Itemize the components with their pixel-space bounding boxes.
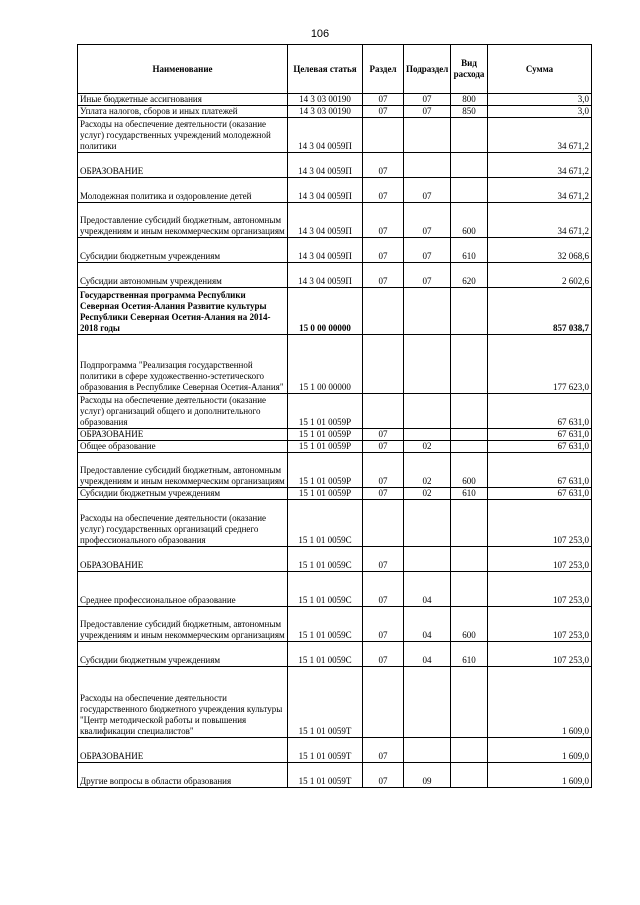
table-header-row	[78, 45, 592, 94]
table-row	[78, 203, 592, 238]
table-row	[78, 500, 592, 547]
row-subsection-cell: 07	[404, 94, 451, 106]
row-expense-kind-cell	[451, 118, 488, 153]
row-name-cell: Расходы на обеспечение деятельности (оказание услуг) организаций общего и дополнительного образования	[78, 394, 288, 429]
row-name-cell: Субсидии бюджетным учреждениям	[78, 642, 288, 667]
row-sum-cell: 67 631,0	[488, 429, 592, 441]
row-subsection-cell	[404, 118, 451, 153]
row-target-article-cell: 14 3 04 0059П	[288, 203, 363, 238]
row-expense-kind-cell	[451, 500, 488, 547]
row-sum-cell: 32 068,6	[488, 238, 592, 263]
row-target-article-cell: 14 3 04 0059П	[288, 118, 363, 153]
row-subsection-cell: 07	[404, 178, 451, 203]
header-subsection: Подраздел	[404, 45, 451, 94]
row-subsection-cell: 02	[404, 441, 451, 453]
row-name-cell: ОБРАЗОВАНИЕ	[78, 738, 288, 763]
row-subsection-cell	[404, 429, 451, 441]
header-expense-kind: Вид расхода	[451, 45, 488, 94]
row-expense-kind-cell: 620	[451, 263, 488, 288]
table-row	[78, 335, 592, 394]
row-name-cell: Расходы на обеспечение деятельности государственного бюджетного учреждения культуры "Центр методической работы и повышения квалификации специалистов"	[78, 667, 288, 738]
row-section-cell: 07	[363, 203, 404, 238]
row-expense-kind-cell: 800	[451, 94, 488, 106]
row-subsection-cell: 07	[404, 263, 451, 288]
table-row	[78, 763, 592, 788]
row-sum-cell: 3,0	[488, 106, 592, 118]
row-target-article-cell: 15 1 01 0059Т	[288, 763, 363, 788]
row-subsection-cell: 04	[404, 607, 451, 642]
row-section-cell	[363, 667, 404, 738]
table-row	[78, 238, 592, 263]
row-section-cell: 07	[363, 763, 404, 788]
row-name-cell: Другие вопросы в области образования	[78, 763, 288, 788]
row-expense-kind-cell: 610	[451, 642, 488, 667]
row-subsection-cell: 07	[404, 238, 451, 263]
row-name-cell: Государственная программа Республики Северная Осетия-Алания Развитие культуры Республики Северная Осетия-Алания на 2014-2018 годы	[78, 288, 288, 335]
row-section-cell: 07	[363, 238, 404, 263]
row-section-cell: 07	[363, 738, 404, 763]
row-section-cell: 07	[363, 178, 404, 203]
row-subsection-cell: 04	[404, 572, 451, 607]
header-target-article: Целевая статья	[288, 45, 363, 94]
row-target-article-cell: 14 3 03 00190	[288, 106, 363, 118]
row-expense-kind-cell	[451, 763, 488, 788]
row-name-cell: Подпрограмма "Реализация государственной политики в сфере художественно-эстетического образования в Республике Северная Осетия-Алания"	[78, 335, 288, 394]
row-expense-kind-cell: 610	[451, 238, 488, 263]
row-section-cell	[363, 500, 404, 547]
row-target-article-cell: 15 1 01 0059С	[288, 642, 363, 667]
row-section-cell: 07	[363, 153, 404, 178]
table-row	[78, 441, 592, 453]
table-row	[78, 453, 592, 488]
row-sum-cell: 1 609,0	[488, 763, 592, 788]
table-row	[78, 94, 592, 106]
budget-table	[77, 44, 592, 788]
row-sum-cell: 34 671,2	[488, 153, 592, 178]
row-section-cell	[363, 394, 404, 429]
row-name-cell: Общее образование	[78, 441, 288, 453]
table-row	[78, 547, 592, 572]
row-sum-cell: 107 253,0	[488, 607, 592, 642]
row-subsection-cell	[404, 394, 451, 429]
row-expense-kind-cell: 610	[451, 488, 488, 500]
row-sum-cell: 34 671,2	[488, 203, 592, 238]
row-sum-cell: 67 631,0	[488, 394, 592, 429]
header-section: Раздел	[363, 45, 404, 94]
row-sum-cell: 67 631,0	[488, 488, 592, 500]
row-target-article-cell: 14 3 04 0059П	[288, 178, 363, 203]
row-sum-cell: 177 623,0	[488, 335, 592, 394]
row-target-article-cell: 15 1 01 0059С	[288, 607, 363, 642]
row-section-cell: 07	[363, 488, 404, 500]
table-row	[78, 394, 592, 429]
row-subsection-cell	[404, 288, 451, 335]
table-row	[78, 667, 592, 738]
row-expense-kind-cell	[451, 288, 488, 335]
table-row	[78, 429, 592, 441]
row-target-article-cell: 15 1 01 0059Р	[288, 488, 363, 500]
header-sum: Сумма	[488, 45, 592, 94]
row-name-cell: ОБРАЗОВАНИЕ	[78, 429, 288, 441]
row-name-cell: Иные бюджетные ассигнования	[78, 94, 288, 106]
row-name-cell: Молодежная политика и оздоровление детей	[78, 178, 288, 203]
table-body	[78, 94, 592, 788]
row-section-cell: 07	[363, 263, 404, 288]
table-row	[78, 488, 592, 500]
row-expense-kind-cell	[451, 441, 488, 453]
row-expense-kind-cell: 850	[451, 106, 488, 118]
row-target-article-cell: 15 1 01 0059Т	[288, 667, 363, 738]
page-number: 106	[310, 28, 330, 40]
table-row	[78, 106, 592, 118]
table-row	[78, 572, 592, 607]
row-subsection-cell: 07	[404, 106, 451, 118]
row-sum-cell: 3,0	[488, 94, 592, 106]
row-target-article-cell: 15 1 01 0059С	[288, 500, 363, 547]
row-expense-kind-cell: 600	[451, 607, 488, 642]
row-section-cell	[363, 335, 404, 394]
row-target-article-cell: 15 1 01 0059Р	[288, 441, 363, 453]
row-name-cell: ОБРАЗОВАНИЕ	[78, 153, 288, 178]
row-sum-cell: 857 038,7	[488, 288, 592, 335]
row-section-cell: 07	[363, 642, 404, 667]
row-sum-cell: 34 671,2	[488, 178, 592, 203]
table-row	[78, 288, 592, 335]
row-section-cell: 07	[363, 441, 404, 453]
row-expense-kind-cell	[451, 547, 488, 572]
row-subsection-cell	[404, 738, 451, 763]
table-row	[78, 178, 592, 203]
row-expense-kind-cell	[451, 429, 488, 441]
row-subsection-cell	[404, 153, 451, 178]
row-name-cell: Уплата налогов, сборов и иных платежей	[78, 106, 288, 118]
row-target-article-cell: 14 3 03 00190	[288, 94, 363, 106]
row-name-cell: Субсидии бюджетным учреждениям	[78, 488, 288, 500]
table-row	[78, 118, 592, 153]
row-section-cell: 07	[363, 453, 404, 488]
row-expense-kind-cell	[451, 572, 488, 607]
row-section-cell: 07	[363, 547, 404, 572]
row-sum-cell: 2 602,6	[488, 263, 592, 288]
row-expense-kind-cell	[451, 667, 488, 738]
row-subsection-cell: 02	[404, 488, 451, 500]
row-name-cell: Среднее профессиональное образование	[78, 572, 288, 607]
row-subsection-cell: 09	[404, 763, 451, 788]
header-name: Наименование	[78, 45, 288, 94]
row-name-cell: Субсидии бюджетным учреждениям	[78, 238, 288, 263]
row-name-cell: Предоставление субсидий бюджетным, автономным учреждениям и иным некоммерческим организациям	[78, 453, 288, 488]
row-name-cell: Расходы на обеспечение деятельности (оказание услуг) государственных учреждений молодежной политики	[78, 118, 288, 153]
row-expense-kind-cell	[451, 738, 488, 763]
row-sum-cell: 107 253,0	[488, 500, 592, 547]
table-row	[78, 263, 592, 288]
row-subsection-cell	[404, 547, 451, 572]
row-target-article-cell: 15 1 01 0059Т	[288, 738, 363, 763]
row-name-cell: Расходы на обеспечение деятельности (оказание услуг) государственных организаций среднего профессионального образования	[78, 500, 288, 547]
row-target-article-cell: 15 1 01 0059Р	[288, 429, 363, 441]
row-section-cell: 07	[363, 106, 404, 118]
row-sum-cell: 67 631,0	[488, 441, 592, 453]
row-sum-cell: 67 631,0	[488, 453, 592, 488]
row-target-article-cell: 14 3 04 0059П	[288, 153, 363, 178]
row-target-article-cell: 14 3 04 0059П	[288, 238, 363, 263]
row-name-cell: Предоставление субсидий бюджетным, автономным учреждениям и иным некоммерческим организациям	[78, 607, 288, 642]
row-expense-kind-cell: 600	[451, 453, 488, 488]
row-subsection-cell: 02	[404, 453, 451, 488]
row-subsection-cell	[404, 335, 451, 394]
row-expense-kind-cell	[451, 335, 488, 394]
row-name-cell: Субсидии автономным учреждениям	[78, 263, 288, 288]
row-section-cell	[363, 118, 404, 153]
row-sum-cell: 1 609,0	[488, 667, 592, 738]
row-section-cell: 07	[363, 94, 404, 106]
row-target-article-cell: 15 1 01 0059С	[288, 572, 363, 607]
row-expense-kind-cell	[451, 394, 488, 429]
row-target-article-cell: 14 3 04 0059П	[288, 263, 363, 288]
row-name-cell: ОБРАЗОВАНИЕ	[78, 547, 288, 572]
row-section-cell: 07	[363, 429, 404, 441]
row-expense-kind-cell: 600	[451, 203, 488, 238]
row-sum-cell: 107 253,0	[488, 642, 592, 667]
row-sum-cell: 107 253,0	[488, 572, 592, 607]
row-sum-cell: 1 609,0	[488, 738, 592, 763]
row-target-article-cell: 15 1 01 0059С	[288, 547, 363, 572]
table-row	[78, 642, 592, 667]
table-row	[78, 738, 592, 763]
row-target-article-cell: 15 1 01 0059Р	[288, 453, 363, 488]
row-target-article-cell: 15 1 01 0059Р	[288, 394, 363, 429]
row-expense-kind-cell	[451, 153, 488, 178]
row-sum-cell: 107 253,0	[488, 547, 592, 572]
row-expense-kind-cell	[451, 178, 488, 203]
table-row	[78, 607, 592, 642]
row-section-cell	[363, 288, 404, 335]
row-name-cell: Предоставление субсидий бюджетным, автономным учреждениям и иным некоммерческим организациям	[78, 203, 288, 238]
row-target-article-cell: 15 1 00 00000	[288, 335, 363, 394]
row-subsection-cell	[404, 667, 451, 738]
row-subsection-cell	[404, 500, 451, 547]
row-target-article-cell: 15 0 00 00000	[288, 288, 363, 335]
row-sum-cell: 34 671,2	[488, 118, 592, 153]
row-section-cell: 07	[363, 572, 404, 607]
row-subsection-cell: 04	[404, 642, 451, 667]
row-subsection-cell: 07	[404, 203, 451, 238]
table-row	[78, 153, 592, 178]
row-section-cell: 07	[363, 607, 404, 642]
